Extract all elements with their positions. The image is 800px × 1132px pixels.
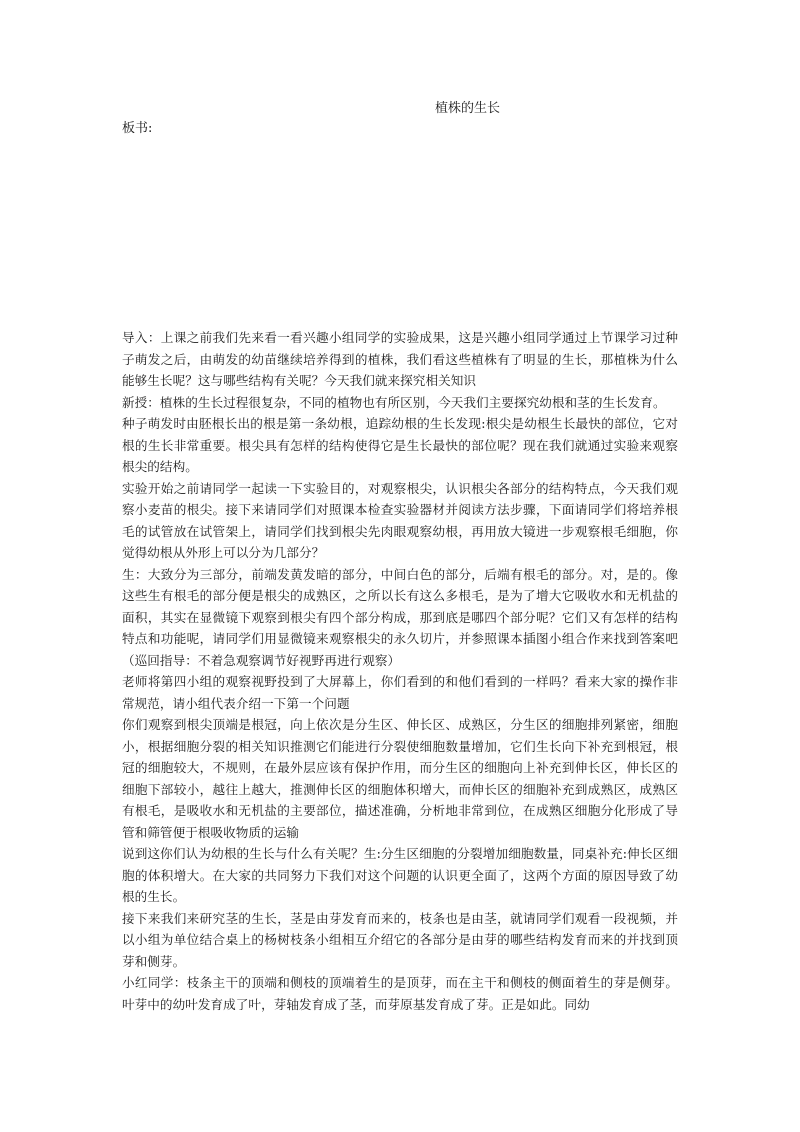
paragraph-root-tip: 种子萌发时由胚根长出的根是第一条幼根，追踪幼根的生长发现:根尖是幼根生长最快的部位，它对根的生长非常重要。根尖具有怎样的结构使得它是生长最快的部位呢？现在我们就通过实验来观察根尖的结构。 (122, 416, 678, 474)
paragraph-stem-growth: 接下来我们来研究茎的生长，茎是由芽发育而来的，枝条也是由茎，就请同学们观看一段视频，并以小组为单位结合桌上的杨树枝条小组相互介绍它的各部分是由芽的哪些结构发育而来的并找到顶芽和侧芽。 (122, 910, 678, 969)
paragraph-new-lesson: 新授：植株的生长过程很复杂，不同的植物也有所区别，今天我们主要探究幼根和茎的生长发育。 (122, 394, 666, 410)
board-writing-label: 板书: (122, 121, 153, 136)
document-title: 植株的生长 (435, 101, 501, 116)
document-body (122, 327, 678, 1015)
paragraph-observation: 你们观察到根尖顶端是根冠，向上依次是分生区、伸长区、成熟区，分生区的细胞排列紧密，细胞小，根据细胞分裂的相关知识推测它们能进行分裂使细胞数量增加，它们生长向下补充到根冠，根冠的细胞较大，不规则，在最外层应该有保护作用，而分生区的细胞向上补充到伸长区，伸长区的细胞下部较小，越往上越大，推测伸长区的细胞体积增大，而伸长区的细胞补充到成熟区，成熟区有根毛，是吸收水和无机盐的主要部位，描述准确，分析地非常到位，在成熟区细胞分化形成了导管和筛管便于根吸收物质的运输 (122, 717, 678, 840)
paragraph-student-answer: 生：大致分为三部分，前端发黄发暗的部分，中间白色的部分，后端有根毛的部分。对，是的。像这些生有根毛的部分便是根尖的成熟区，之所以长有这么多根毛，是为了增大它吸收水和无机盐的面积，其实在显微镜下观察到根尖有四个部分构成，那到底是哪四个部分呢？它们又有怎样的结构特点和功能呢，请同学们用显微镜来观察根尖的永久切片，并参照课本插图小组合作来找到答案吧（巡回指导：不着急观察调节好视野再进行观察） (122, 566, 678, 668)
paragraph-introduction: 导入：上课之前我们先来看一看兴趣小组同学的实验成果，这是兴趣小组同学通过上节课学习过种子萌发之后，由萌发的幼苗继续培养得到的植株，我们看这些植株有了明显的生长，那植株为什么能够生长呢？这与哪些结构有关呢？今天我们就来探究相关知识 (122, 330, 678, 388)
paragraph-projection: 老师将第四小组的观察视野投到了大屏幕上，你们看到的和他们看到的一样吗？看来大家的操作非常规范，请小组代表介绍一下第一个问题 (122, 674, 678, 711)
paragraph-experiment: 实验开始之前请同学一起读一下实验目的，对观察根尖，认识根尖各部分的结构特点，今天我们观察小麦苗的根尖。接下来请同学们对照课本检查实验器材并阅读方法步骤，下面请同学们将培养根毛的试管放在试管架上，请同学们找到根尖先肉眼观察幼根，再用放大镜进一步观察根毛细胞，你觉得幼根从外形上可以分为几部分？ (122, 480, 678, 560)
paragraph-xiaohong: 小红同学：枝条主干的顶端和侧枝的顶端着生的是顶芽，而在主干和侧枝的侧面着生的芽是侧芽。叶芽中的幼叶发育成了叶，芽轴发育成了茎，而芽原基发育成了芽。正是如此。同幼 (122, 975, 678, 1012)
paragraph-root-growth: 说到这你们认为幼根的生长与什么有关呢？生:分生区细胞的分裂增加细胞数量，同桌补充:伸长区细胞的体积增大。在大家的共同努力下我们对这个问题的认识更全面了，这两个方面的原因导致了幼根的生长。 (122, 846, 678, 904)
